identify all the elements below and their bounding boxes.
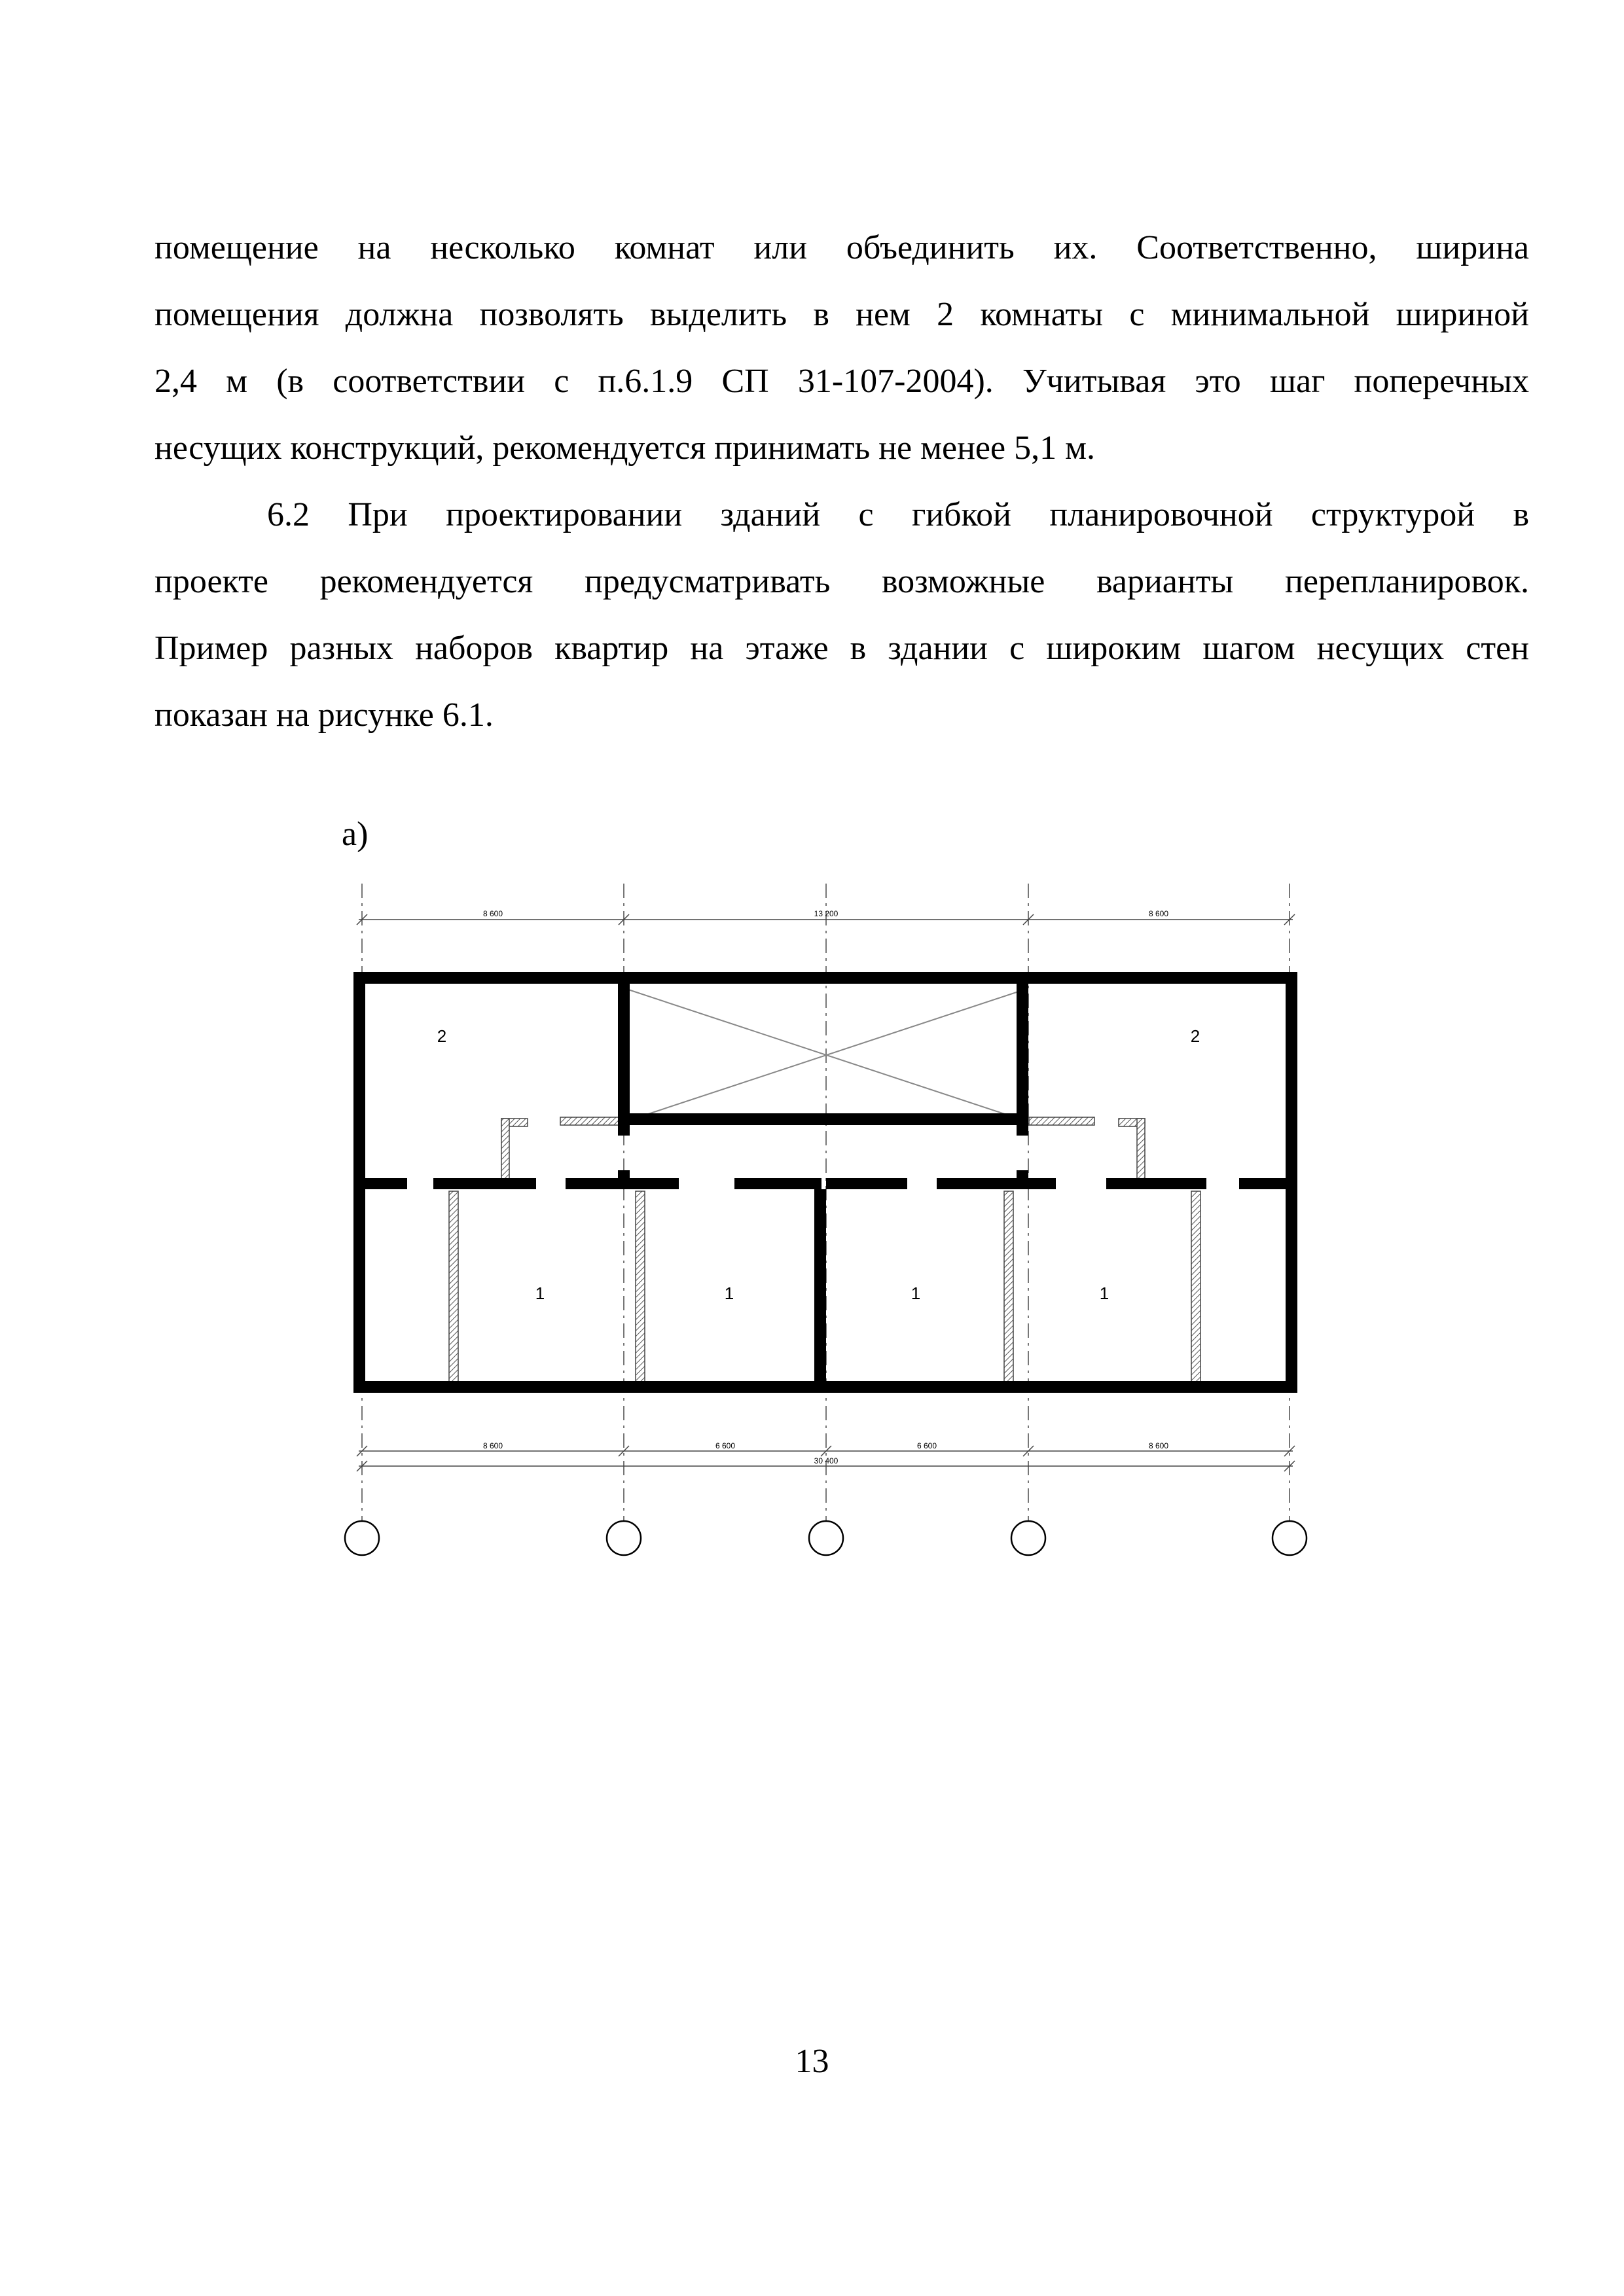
floor-plan-figure bbox=[321, 851, 1342, 1590]
partition bbox=[1137, 1119, 1145, 1181]
room-number: 1 bbox=[911, 1283, 921, 1303]
partition bbox=[1191, 1191, 1200, 1391]
total-dimension-label: 30 400 bbox=[814, 1456, 839, 1465]
shaft-cross bbox=[628, 990, 1024, 1121]
partition bbox=[1004, 1191, 1013, 1391]
text-line: показан на рисунке 6.1. bbox=[154, 696, 494, 734]
text-line: 6.2 При проектировании зданий с гибкой планировочной структурой в bbox=[267, 496, 1529, 533]
paragraph-1 bbox=[154, 215, 1529, 482]
axis-marker bbox=[1011, 1521, 1045, 1555]
page-number: 13 bbox=[795, 2043, 829, 2080]
text-line: проекте рекомендуется предусматривать возможные варианты перепланировок. bbox=[154, 563, 1529, 600]
text-line: Пример разных наборов квартир на этаже в здании с широким шагом несущих стен bbox=[154, 630, 1529, 667]
room-number: 1 bbox=[535, 1283, 545, 1303]
wall-stub bbox=[618, 1170, 630, 1178]
middle-wall bbox=[814, 1189, 826, 1381]
dimension-label: 8 600 bbox=[1148, 1441, 1169, 1450]
outer-wall-bottom bbox=[353, 1381, 1297, 1393]
paragraph-2 bbox=[154, 482, 1529, 749]
shaft-wall-bottom bbox=[618, 1113, 1028, 1125]
shaft-wall-right bbox=[1017, 984, 1028, 1136]
text-line: помещения должна позволять выделить в нем 2 комнаты с минимальной шириной bbox=[154, 296, 1529, 333]
dimension-label: 8 600 bbox=[482, 909, 503, 918]
axis-marker bbox=[809, 1521, 843, 1555]
figure-label: а) bbox=[342, 816, 369, 853]
axis-marker bbox=[607, 1521, 641, 1555]
partition bbox=[449, 1191, 458, 1391]
wall-stub bbox=[1017, 1170, 1028, 1178]
outer-wall-right bbox=[1286, 972, 1297, 1393]
partition bbox=[560, 1117, 626, 1125]
dimension-label: 13 200 bbox=[814, 909, 839, 918]
outer-wall-top bbox=[353, 972, 1297, 984]
axis-markers bbox=[345, 1521, 1307, 1555]
dimension-label: 6 600 bbox=[916, 1441, 937, 1450]
axis-marker bbox=[1272, 1521, 1307, 1555]
dimension-label: 6 600 bbox=[715, 1441, 736, 1450]
dimension-label: 8 600 bbox=[482, 1441, 503, 1450]
outer-wall-left bbox=[353, 972, 365, 1393]
partition bbox=[636, 1191, 645, 1391]
partition bbox=[1029, 1117, 1094, 1125]
room-number: 2 bbox=[1190, 1026, 1200, 1046]
text-line: несущих конструкций, рекомендуется принимать не менее 5,1 м. bbox=[154, 429, 1095, 467]
partition bbox=[501, 1119, 509, 1181]
room-number: 1 bbox=[724, 1283, 734, 1303]
text-line: помещение на несколько комнат или объединить их. Соответственно, ширина bbox=[154, 229, 1529, 266]
room-number: 1 bbox=[1099, 1283, 1110, 1303]
axis-marker bbox=[345, 1521, 379, 1555]
room-number: 2 bbox=[437, 1026, 447, 1046]
text-line: 2,4 м (в соответствии с п.6.1.9 СП 31-107-2004). Учитывая это шаг поперечных bbox=[154, 363, 1529, 400]
dimension-label: 8 600 bbox=[1148, 909, 1169, 918]
shaft-wall-left bbox=[618, 984, 630, 1136]
